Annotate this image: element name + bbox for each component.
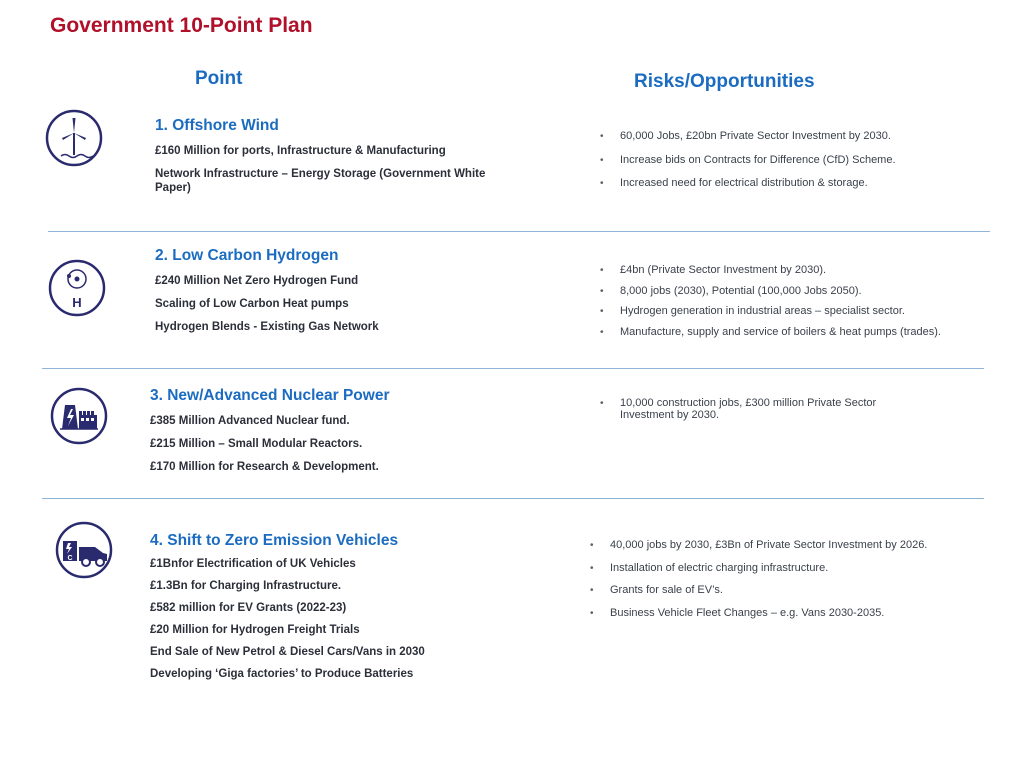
risk-item: • Increase bids on Contracts for Difference (CfD) Scheme. <box>600 155 960 167</box>
funding-item: End Sale of New Petrol & Diesel Cars/Vans in 2030 <box>150 646 425 658</box>
section-divider <box>42 368 984 369</box>
funding-item: Hydrogen Blends - Existing Gas Network <box>155 321 379 333</box>
point-column-header: Point <box>195 68 243 89</box>
funding-list <box>150 414 510 474</box>
funding-list <box>155 144 515 195</box>
funding-item: Scaling of Low Carbon Heat pumps <box>155 298 349 310</box>
vehicle-symbol: C <box>67 555 73 562</box>
funding-item: £240 Million Net Zero Hydrogen Fund <box>155 275 359 287</box>
risks-list <box>590 540 935 619</box>
risk-item: • Business Vehicle Fleet Changes – e.g. Vans 2030-2035. <box>590 608 935 620</box>
risk-item: • 60,000 Jobs, £20bn Private Sector Investment by 2030. <box>600 131 960 143</box>
risk-item: • 8,000 jobs (2030), Potential (100,000 Jobs 2050). <box>600 286 945 298</box>
risk-item: • £4bn (Private Sector Investment by 2030). <box>600 265 945 277</box>
page-title: Government 10-Point Plan <box>50 14 313 37</box>
electric-vehicle-icon <box>55 521 113 579</box>
funding-list <box>150 557 510 681</box>
funding-item: £215 Million – Small Modular Reactors. <box>150 438 363 450</box>
section-divider <box>42 498 984 499</box>
risk-item: • Hydrogen generation in industrial areas – specialist sector. <box>600 306 945 318</box>
risk-item: • 10,000 construction jobs, £300 million Private Sector Investment by 2030. <box>600 398 910 421</box>
wind-turbine-icon <box>45 109 103 167</box>
risk-item: • Increased need for electrical distribution & storage. <box>600 178 960 190</box>
risks-list <box>600 265 945 338</box>
funding-item: £1.3Bn for Charging Infrastructure. <box>150 580 342 592</box>
section-title: 1. Offshore Wind <box>155 117 279 134</box>
risk-item: • Manufacture, supply and service of boilers & heat pumps (trades). <box>600 327 945 339</box>
risks-list <box>600 398 910 421</box>
nuclear-power-plant-icon <box>50 387 108 445</box>
hydrogen-atom-icon <box>48 259 106 317</box>
risks-list <box>600 131 960 190</box>
hydrogen-symbol: H <box>72 295 82 310</box>
funding-item: Network Infrastructure – Energy Storage (Government White Paper) <box>155 168 486 194</box>
risk-item: • 40,000 jobs by 2030, £3Bn of Private Sector Investment by 2026. <box>590 540 935 552</box>
section-title: 2. Low Carbon Hydrogen <box>155 247 339 264</box>
funding-list <box>155 274 515 334</box>
risk-item: • Installation of electric charging infrastructure. <box>590 563 935 575</box>
funding-item: £1Bnfor Electrification of UK Vehicles <box>150 558 356 570</box>
risks-column-header: Risks/Opportunities <box>634 71 815 92</box>
risk-item: • Grants for sale of EV’s. <box>590 585 935 597</box>
funding-item: £170 Million for Research & Development. <box>150 461 379 473</box>
funding-item: £160 Million for ports, Infrastructure & Manufacturing <box>155 145 446 157</box>
funding-item: Developing ‘Giga factories’ to Produce Batteries <box>150 668 414 680</box>
section-title: 4. Shift to Zero Emission Vehicles <box>150 532 399 549</box>
funding-item: £20 Million for Hydrogen Freight Trials <box>150 624 360 636</box>
section-title: 3. New/Advanced Nuclear Power <box>150 387 390 404</box>
section-divider <box>48 231 990 232</box>
funding-item: £385 Million Advanced Nuclear fund. <box>150 415 350 427</box>
funding-item: £582 million for EV Grants (2022-23) <box>150 602 347 614</box>
